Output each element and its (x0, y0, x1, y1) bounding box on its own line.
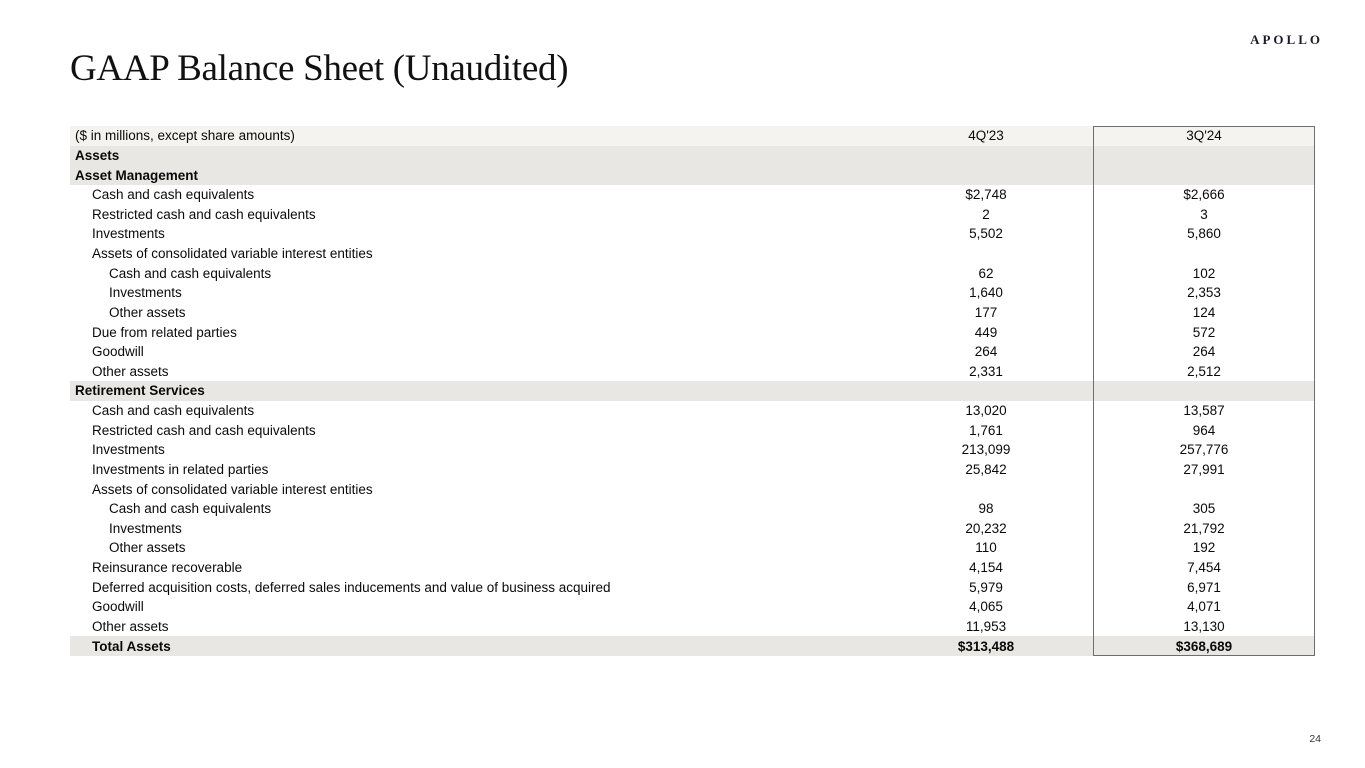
row-value-3q24: 964 (1192, 422, 1216, 438)
row-label: Restricted cash and cash equivalents (92, 422, 316, 438)
row-label: Asset Management (75, 167, 199, 183)
table-row (70, 146, 1315, 166)
row-value-3q24: 13,130 (1183, 618, 1225, 634)
row-value-4q23: 449 (974, 324, 998, 340)
row-value-3q24: 2,353 (1187, 285, 1221, 301)
row-value-4q23: 2 (982, 206, 990, 222)
row-value-4q23: 25,842 (965, 461, 1007, 477)
row-label: Due from related parties (92, 324, 237, 340)
row-label: Investments (92, 442, 165, 458)
table-row (70, 342, 1315, 362)
row-value-3q24: 264 (1192, 344, 1216, 360)
row-label: Assets of consolidated variable interest entities (92, 246, 373, 262)
table-header-row (70, 126, 1315, 146)
row-label: Goodwill (92, 344, 144, 360)
table-row (70, 362, 1315, 382)
row-value-3q24: 2,512 (1187, 363, 1221, 379)
table-row (70, 538, 1315, 558)
row-label: Cash and cash equivalents (92, 187, 255, 203)
table-row (70, 440, 1315, 460)
table-row (70, 499, 1315, 519)
row-value-4q23: 1,640 (969, 285, 1003, 301)
row-label: Investments (109, 285, 182, 301)
row-label: Cash and cash equivalents (92, 403, 255, 419)
row-label: Assets of consolidated variable interest entities (92, 481, 373, 497)
table-row (70, 519, 1315, 539)
row-label: Retirement Services (75, 383, 205, 399)
row-label: Other assets (92, 363, 169, 379)
page-number: 24 (1309, 733, 1321, 745)
row-label: Reinsurance recoverable (92, 560, 243, 576)
table-row (70, 303, 1315, 323)
row-value-4q23: 13,020 (965, 403, 1007, 419)
table-row (70, 165, 1315, 185)
table-body (70, 146, 1315, 656)
row-value-3q24: $2,666 (1183, 187, 1225, 203)
column-header-4q23: 4Q'23 (968, 128, 1004, 144)
row-label: Other assets (92, 618, 169, 634)
table-row (70, 617, 1315, 637)
row-value-4q23: 98 (978, 501, 994, 517)
row-value-4q23: $2,748 (965, 187, 1007, 203)
unit-note: ($ in millions, except share amounts) (75, 128, 295, 144)
row-value-3q24: 5,860 (1187, 226, 1221, 242)
row-label: Goodwill (92, 599, 144, 615)
row-value-4q23: $313,488 (957, 638, 1015, 654)
balance-sheet-table (70, 126, 1315, 656)
table-row (70, 460, 1315, 480)
row-value-3q24: 6,971 (1187, 579, 1221, 595)
row-value-3q24: 305 (1192, 501, 1216, 517)
row-value-4q23: 2,331 (969, 363, 1003, 379)
table-row (70, 401, 1315, 421)
row-value-3q24: 572 (1192, 324, 1216, 340)
row-value-4q23: 4,065 (969, 599, 1003, 615)
row-label: Other assets (109, 540, 186, 556)
row-value-4q23: 1,761 (969, 422, 1003, 438)
row-value-3q24: 13,587 (1183, 403, 1225, 419)
row-label: Assets (75, 147, 120, 163)
table-row (70, 244, 1315, 264)
row-label: Investments (109, 520, 182, 536)
row-value-4q23: 4,154 (969, 560, 1003, 576)
row-label: Total Assets (92, 638, 171, 654)
table-row (70, 381, 1315, 401)
row-value-4q23: 62 (978, 265, 994, 281)
row-value-3q24: 102 (1192, 265, 1216, 281)
row-value-4q23: 264 (974, 344, 998, 360)
row-value-3q24: 3 (1200, 206, 1208, 222)
row-label: Cash and cash equivalents (109, 265, 272, 281)
row-value-3q24: $368,689 (1175, 638, 1233, 654)
row-label: Investments (92, 226, 165, 242)
table-row (70, 283, 1315, 303)
row-value-4q23: 5,979 (969, 579, 1003, 595)
table-row (70, 185, 1315, 205)
row-value-4q23: 20,232 (965, 520, 1007, 536)
row-label: Other assets (109, 304, 186, 320)
table-row (70, 597, 1315, 617)
row-value-3q24: 124 (1192, 304, 1216, 320)
row-value-3q24: 7,454 (1187, 560, 1221, 576)
row-label: Investments in related parties (92, 461, 269, 477)
row-value-4q23: 5,502 (969, 226, 1003, 242)
row-value-3q24: 21,792 (1183, 520, 1225, 536)
column-header-3q24: 3Q'24 (1186, 128, 1222, 144)
row-value-4q23: 110 (975, 540, 997, 556)
page-title: GAAP Balance Sheet (Unaudited) (70, 48, 569, 89)
row-label: Restricted cash and cash equivalents (92, 206, 316, 222)
table-row (70, 479, 1315, 499)
row-value-4q23: 213,099 (961, 442, 1011, 458)
apollo-logo: APOLLO (1250, 32, 1323, 47)
table-row (70, 224, 1315, 244)
table-row (70, 420, 1315, 440)
table-row (70, 636, 1315, 656)
row-value-4q23: 11,953 (965, 618, 1007, 634)
table-row (70, 205, 1315, 225)
row-label: Deferred acquisition costs, deferred sales inducements and value of business acquired (92, 579, 611, 595)
row-value-4q23: 177 (974, 304, 998, 320)
row-value-3q24: 4,071 (1187, 599, 1221, 615)
table-row (70, 558, 1315, 578)
table-row (70, 322, 1315, 342)
row-value-3q24: 27,991 (1183, 461, 1225, 477)
row-value-3q24: 257,776 (1179, 442, 1229, 458)
table-row (70, 577, 1315, 597)
row-label: Cash and cash equivalents (109, 501, 272, 517)
row-value-3q24: 192 (1192, 540, 1216, 556)
table-row (70, 263, 1315, 283)
